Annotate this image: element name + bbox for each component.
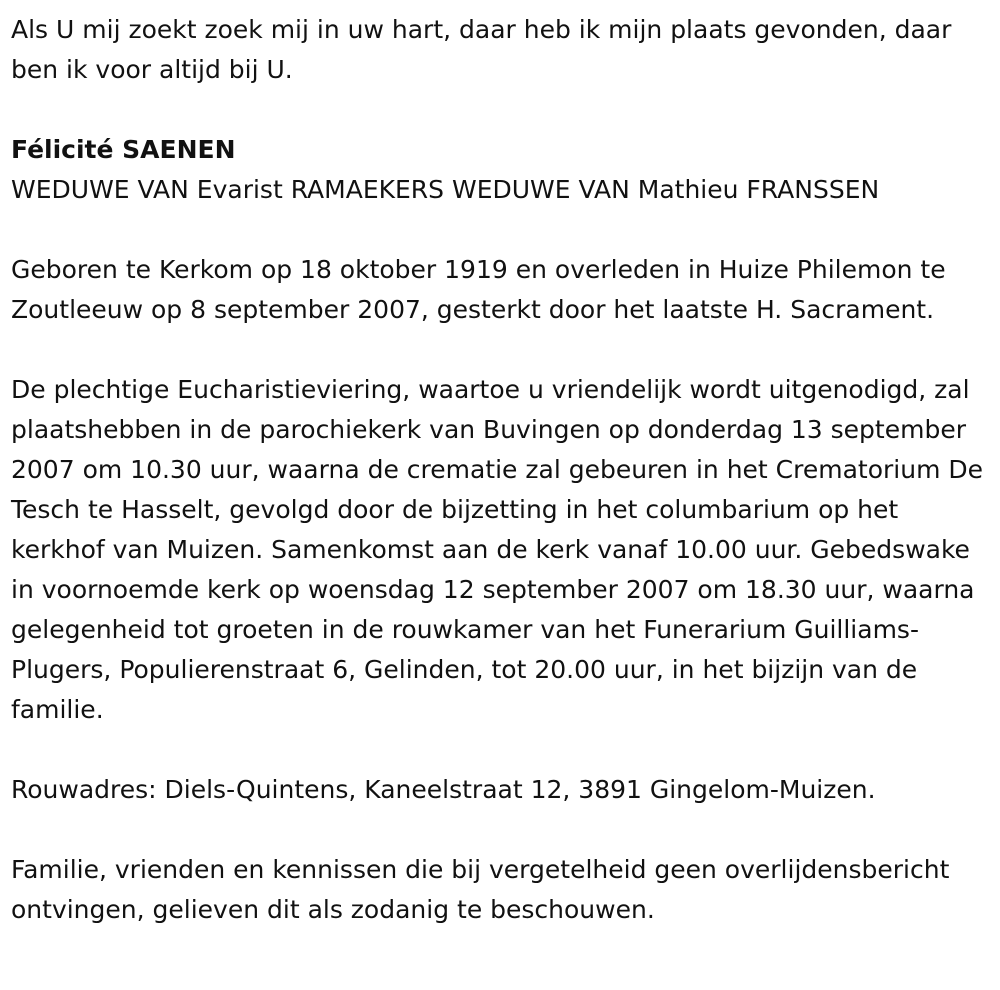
quote-text: Als U mij zoekt zoek mij in uw hart, daar heb ik mijn plaats gevonden, daar ben ik voor altijd bij U.	[11, 15, 952, 84]
closing-text: Familie, vrienden en kennissen die bij vergetelheid geen overlijdensbericht ontvingen, gelieven dit als zodanig te beschouwen.	[11, 855, 950, 924]
deceased-relation: WEDUWE VAN Evarist RAMAEKERS WEDUWE VAN Mathieu FRANSSEN	[11, 175, 880, 204]
deceased-name: Félicité SAENEN	[11, 135, 236, 164]
birth-death-text: Geboren te Kerkom op 18 oktober 1919 en overleden in Huize Philemon te Zoutleeuw op 8 september 2007, gesterkt door het laatste H. Sacrament.	[11, 255, 946, 324]
ceremony-text: De plechtige Eucharistieviering, waartoe u vriendelijk wordt uitgenodigd, zal plaatshebben in de parochiekerk van Buvingen op donderdag 13 september 2007 om 10.30 uur, waarna de crematie zal gebeuren in het Crematorium De Tesch te Hasselt, gevolgd door de bijzetting in het columbarium op het kerkhof van Muizen. Samenkomst aan de kerk vanaf 10.00 uur. Gebedswake in voornoemde kerk op woensdag 12 september 2007 om 18.30 uur, waarna gelegenheid tot groeten in de rouwkamer van het Funerarium Guilliams-Plugers, Populierenstraat 6, Gelinden, tot 20.00 uur, in het bijzijn van de familie.	[11, 375, 984, 724]
mourning-address: Rouwadres: Diels-Quintens, Kaneelstraat 12, 3891 Gingelom-Muizen.	[11, 775, 876, 804]
